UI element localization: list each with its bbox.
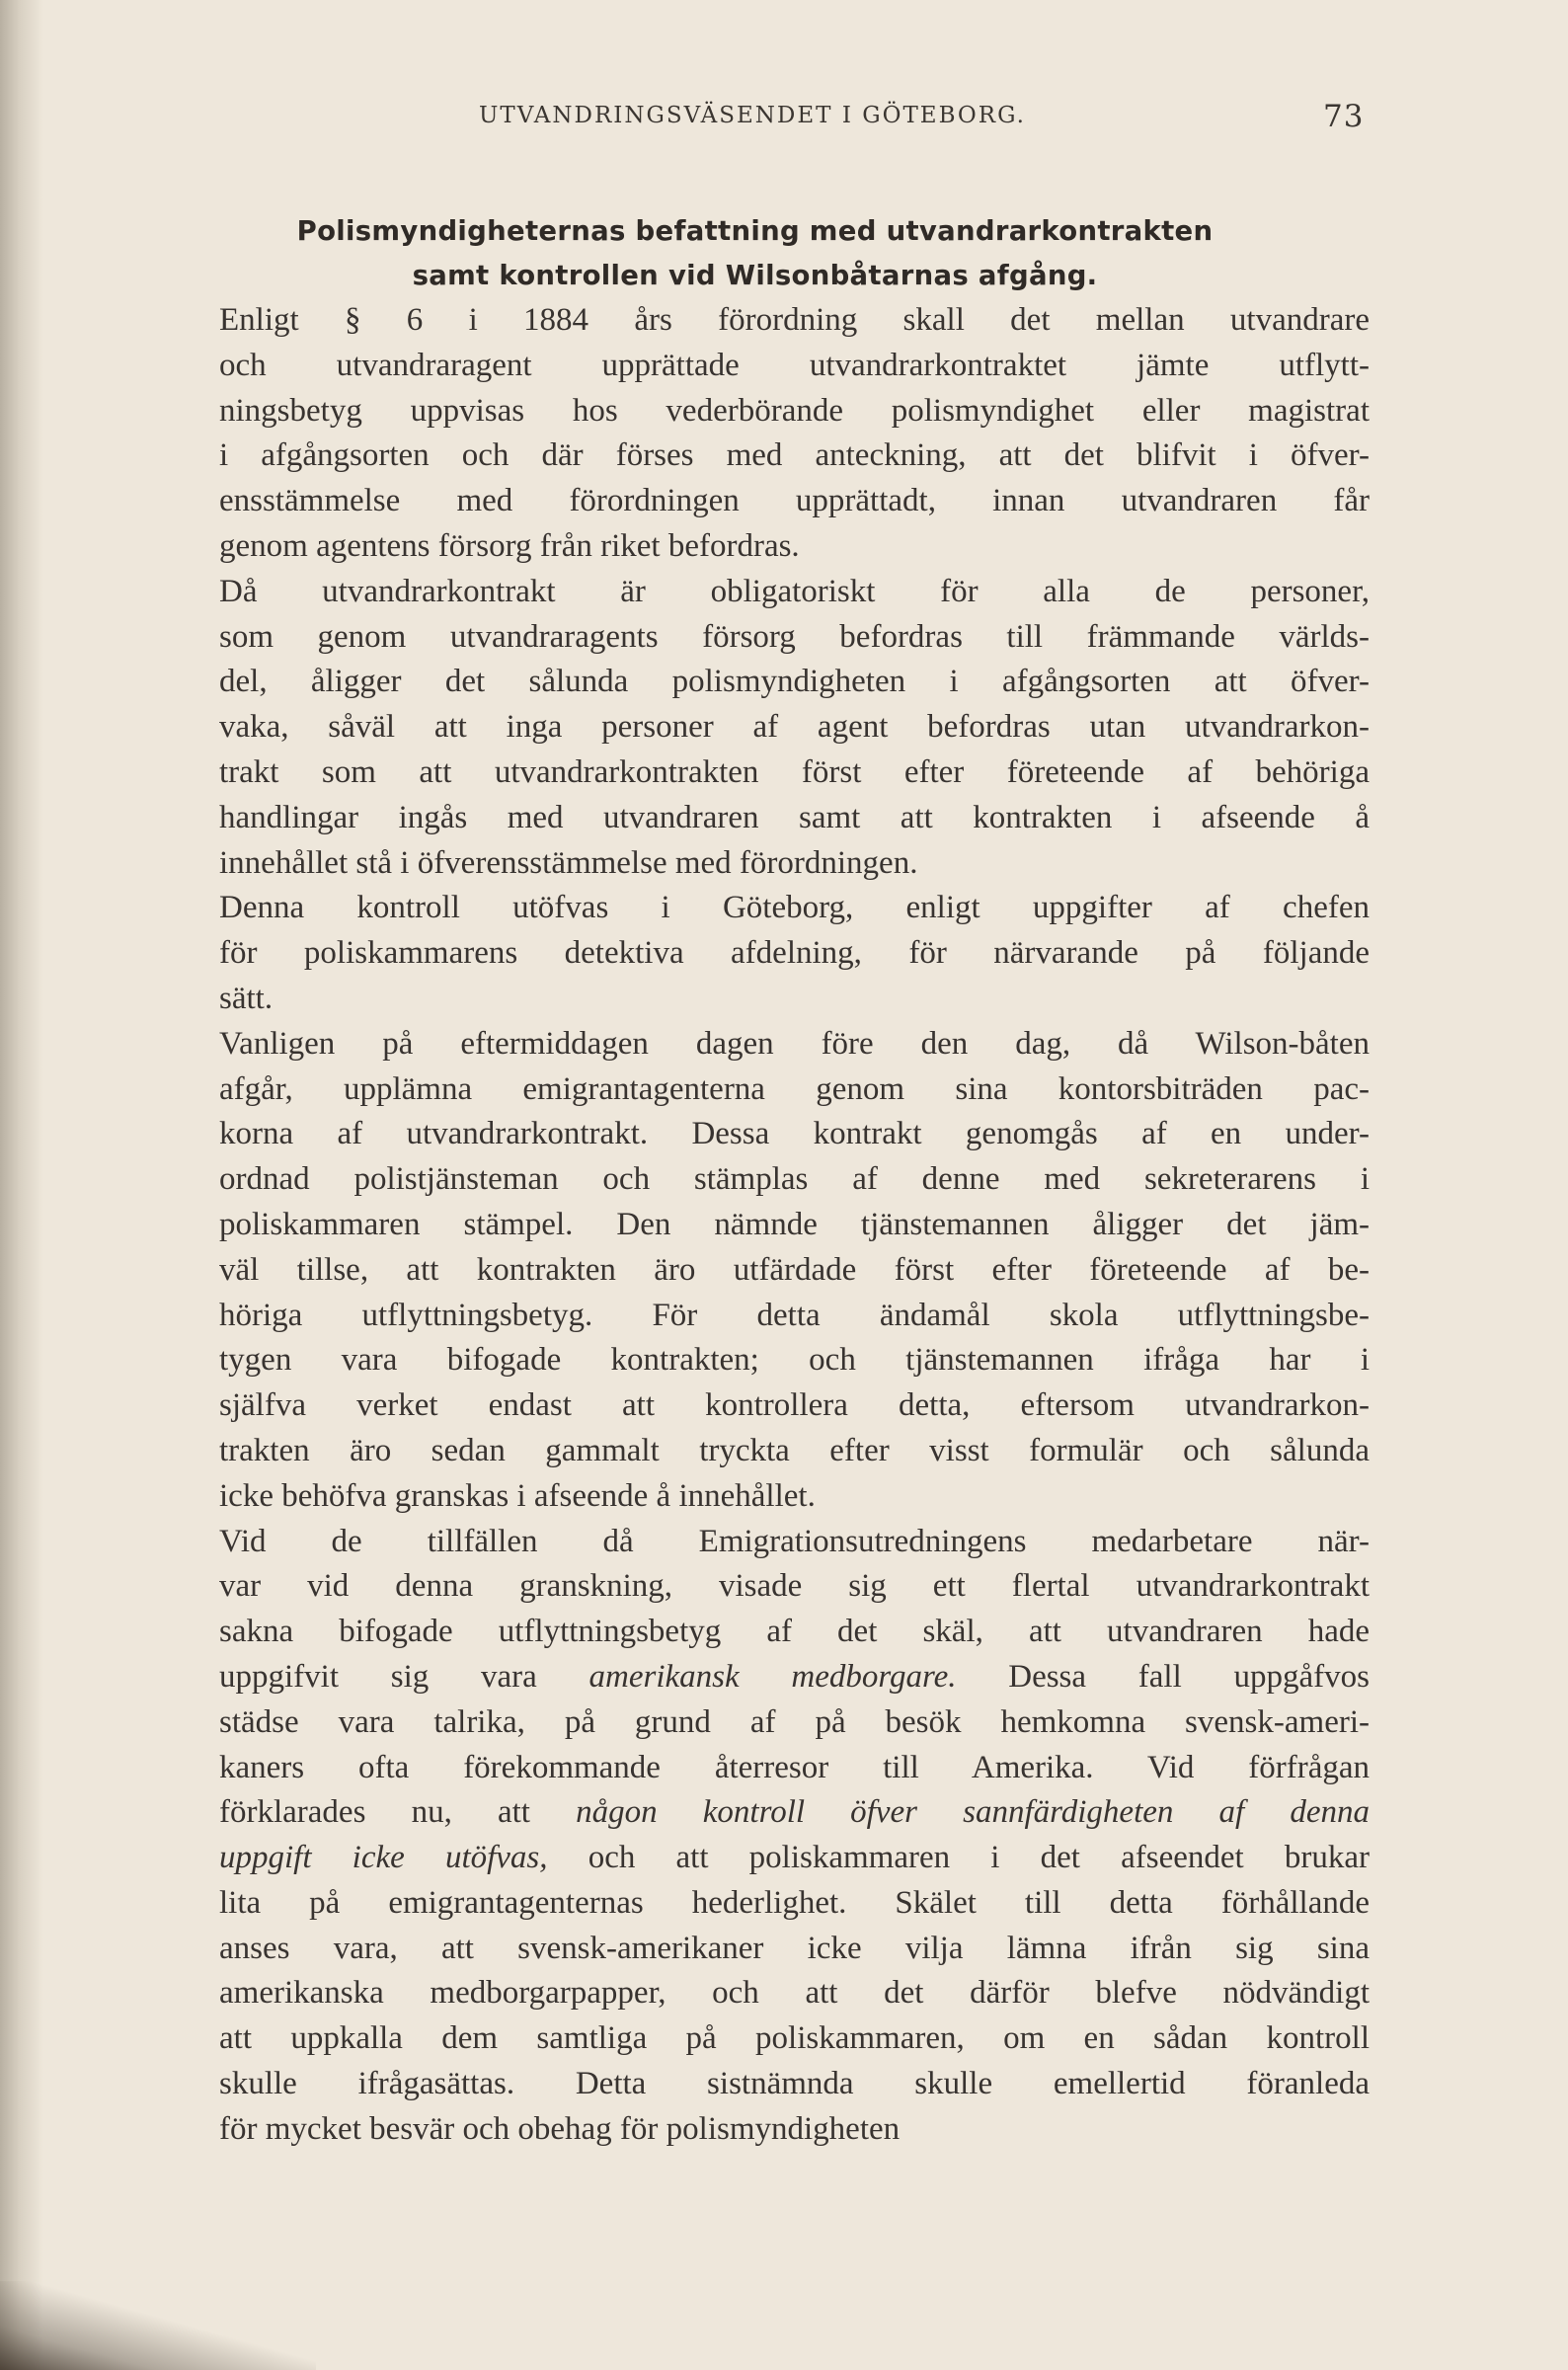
text-line: själfva verket endast att kontrollera detta, eftersom utvandrarkon- <box>219 1387 1370 1424</box>
text-line: innehållet stå i öfverensstämmelse med förordningen. <box>219 844 918 881</box>
body-text <box>140 209 1370 2153</box>
text-line: Denna kontroll utöfvas i Göteborg, enligt uppgifter af chefen <box>219 890 1370 926</box>
text-line: poliskammaren stämpel. Den nämnde tjänstemannen åligger det jäm- <box>219 1206 1370 1242</box>
text-line: ningsbetyg uppvisas hos vederbörande polismyndighet eller magistrat <box>219 392 1370 429</box>
text-line: lita på emigrantagenternas hederlighet. Skälet till detta förhållande <box>219 1884 1370 1921</box>
section-heading-line-1: Polismyndigheternas befattning med utvandrarkontrakten <box>296 215 1214 247</box>
text-line: tygen vara bifogade kontrakten; och tjänstemannen ifråga har i <box>219 1342 1370 1379</box>
text-line: skulle ifrågasättas. Detta sistnämnda skulle emellertid föranleda <box>219 2066 1370 2102</box>
text-line: korna af utvandrarkontrakt. Dessa kontrakt genomgås af en under- <box>219 1116 1370 1152</box>
running-title: UTVANDRINGSVÄSENDET I GÖTEBORG. <box>479 103 1026 128</box>
page-number: 73 <box>1323 99 1365 134</box>
section-heading <box>140 209 1370 298</box>
text-line: del, åligger det sålunda polismyndigheten i afgångsorten att öfver- <box>219 664 1370 700</box>
page-corner-stain <box>0 2281 316 2370</box>
paragraph-4 <box>140 1022 1370 1520</box>
text-line: trakten äro sedan gammalt tryckta efter visst formulär och sålunda <box>219 1432 1370 1468</box>
text-line: i afgångsorten och där förses med anteckning, att det blifvit i öfver- <box>219 437 1370 474</box>
text-line: för mycket besvär och obehag för polismyndigheten <box>219 2110 901 2147</box>
paragraph-3 <box>140 886 1370 1021</box>
text-line <box>140 1655 1370 1700</box>
running-head <box>138 99 1371 142</box>
text-line: sakna bifogade utflyttningsbetyg af det skäl, att utvandraren hade <box>219 1614 1370 1650</box>
text-line: var vid denna granskning, visade sig ett flertal utvandrarkontrakt <box>219 1568 1370 1605</box>
text-line: ensstämmelse med förordningen upprättadt, innan utvandraren får <box>219 483 1370 519</box>
text-line: ordnad polistjänsteman och stämplas af denne med sekreterarens i <box>219 1161 1370 1198</box>
text-line: vaka, såväl att inga personer af agent befordras utan utvandrarkon- <box>219 709 1370 746</box>
text-line: väl tillse, att kontrakten äro utfärdade först efter företeende af be- <box>219 1251 1370 1288</box>
text-run: förklarades nu, att <box>219 1794 577 1831</box>
paragraph-2 <box>140 570 1370 887</box>
text-line: handlingar ingås med utvandraren samt att kontrakten i afseende å <box>219 799 1370 835</box>
text-line: amerikanska medborgarpapper, och att det därför blefve nödvändigt <box>219 1975 1370 2012</box>
section-heading-line-2: samt kontrollen vid Wilsonbåtarnas afgång. <box>412 260 1098 291</box>
italic-phrase: amerikansk medborgare. <box>588 1658 957 1695</box>
text-run: uppgifvit sig vara <box>219 1658 589 1695</box>
paragraph-1 <box>140 298 1370 570</box>
text-line: trakt som att utvandrarkontrakten först efter företeende af behöriga <box>219 753 1370 790</box>
text-line: icke behöfva granskas i afseende å innehållet. <box>219 1477 816 1514</box>
text-line: och utvandraragent upprättade utvandrarkontraktet jämte utflytt- <box>219 347 1370 383</box>
italic-phrase: uppgift icke utöfvas, <box>219 1840 548 1876</box>
text-line: som genom utvandraragents försorg befordras till främmande världs- <box>219 618 1370 655</box>
text-line: anses vara, att svensk-amerikaner icke vilja lämna ifrån sig sina <box>219 1930 1370 1966</box>
text-line: sätt. <box>219 980 274 1016</box>
text-line: höriga utflyttningsbetyg. För detta ändamål skola utflyttningsbe- <box>219 1297 1370 1333</box>
text-line: för poliskammarens detektiva afdelning, för närvarande på följande <box>219 935 1370 972</box>
text-line: att uppkalla dem samtliga på poliskammaren, om en sådan kontroll <box>219 2020 1370 2057</box>
italic-phrase: någon kontroll öfver sannfärdigheten af denna <box>576 1794 1371 1831</box>
paragraph-5 <box>140 1520 1370 2153</box>
text-line <box>140 1836 1370 1881</box>
text-line <box>140 1790 1370 1836</box>
text-line: Enligt § 6 i 1884 års förordning skall det mellan utvandrare <box>219 302 1370 338</box>
text-line: kaners ofta förekommande återresor till Amerika. Vid förfrågan <box>219 1749 1370 1785</box>
text-line: afgår, upplämna emigrantagenterna genom sina kontorsbiträden pac- <box>219 1070 1370 1107</box>
text-run: Dessa fall uppgåfvos <box>956 1658 1370 1695</box>
text-line: städse vara talrika, på grund af på besök hemkomna svensk-ameri- <box>219 1703 1370 1740</box>
text-line: genom agentens försorg från riket befordras. <box>219 527 800 564</box>
text-line: Vid de tillfällen då Emigrationsutredningens medarbetare när- <box>219 1523 1370 1559</box>
text-line: Vanligen på eftermiddagen dagen före den dag, då Wilson-båten <box>219 1025 1370 1062</box>
text-run: och att poliskammaren i det afseendet brukar <box>547 1840 1370 1876</box>
page-gutter-shadow <box>0 0 43 2370</box>
text-line: Då utvandrarkontrakt är obligatoriskt för alla de personer, <box>219 573 1370 609</box>
